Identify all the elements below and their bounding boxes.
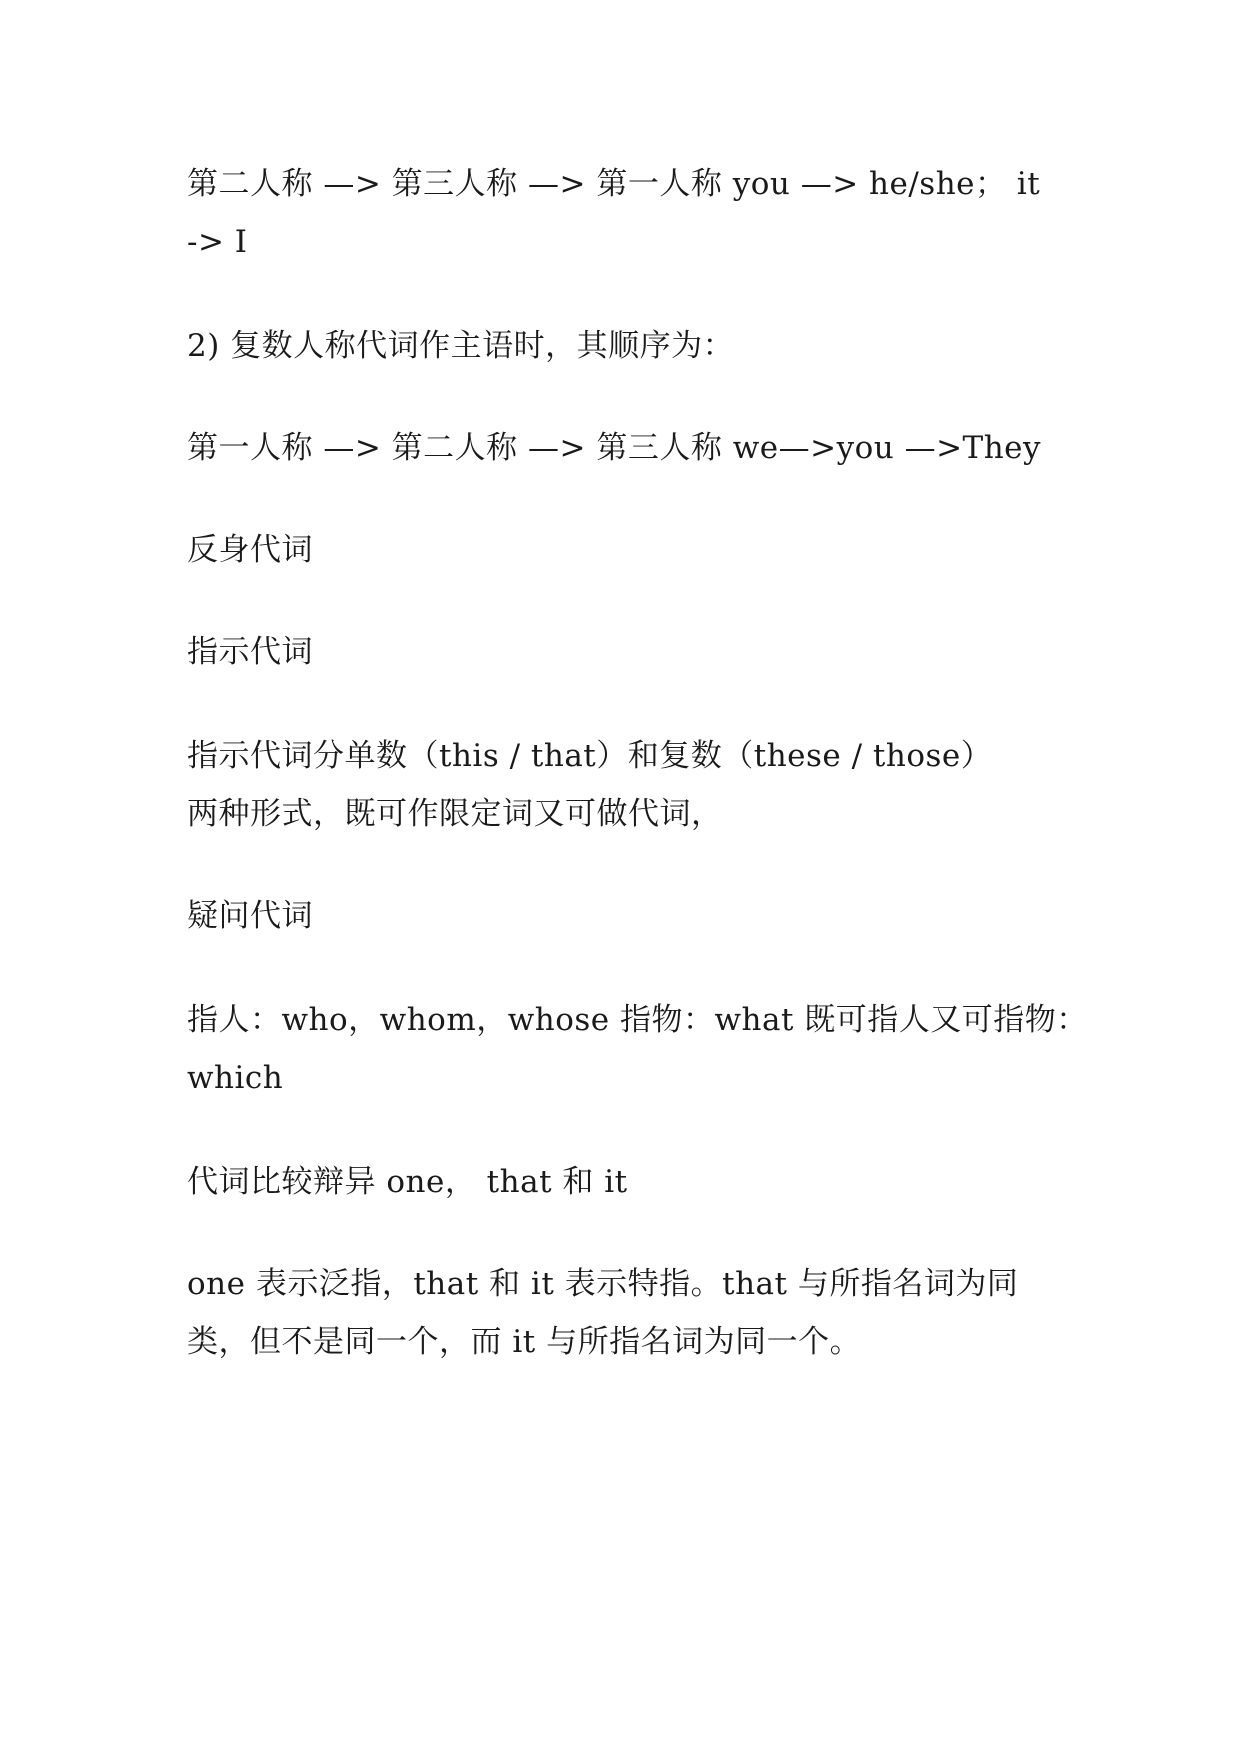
text-line-plural-subject-heading: 2) 复数人称代词作主语时，其顺序为： bbox=[187, 328, 735, 364]
text-line-person-order-singular-cont: -> I bbox=[187, 224, 248, 260]
heading-interrogative-pronouns: 疑问代词 bbox=[187, 898, 313, 934]
text-line-interrogative-list: 指人：who，whom，whose 指物：what 既可指人又可指物： bbox=[187, 1002, 1088, 1038]
text-line-comparison-explanation: one 表示泛指，that 和 it 表示特指。that 与所指名词为同 bbox=[187, 1266, 1019, 1302]
text-line-person-order-plural: 第一人称 —> 第二人称 —> 第三人称 we—>you —>They bbox=[187, 430, 1042, 466]
heading-demonstrative-pronouns: 指示代词 bbox=[187, 634, 313, 670]
text-line-comparison-explanation-cont: 类，但不是同一个，而 it 与所指名词为同一个。 bbox=[187, 1324, 862, 1360]
text-line-interrogative-list-cont: which bbox=[187, 1060, 284, 1096]
text-line-person-order-singular: 第二人称 —> 第三人称 —> 第一人称 you —> he/she； it bbox=[187, 166, 1041, 202]
text-line-demonstrative-forms: 指示代词分单数（this / that）和复数（these / those） bbox=[187, 738, 993, 774]
heading-reflexive-pronouns: 反身代词 bbox=[187, 532, 313, 568]
text-line-demonstrative-forms-cont: 两种形式，既可作限定词又可做代词， bbox=[187, 796, 723, 832]
heading-pronoun-comparison: 代词比较辩异 one， that 和 it bbox=[187, 1164, 628, 1200]
